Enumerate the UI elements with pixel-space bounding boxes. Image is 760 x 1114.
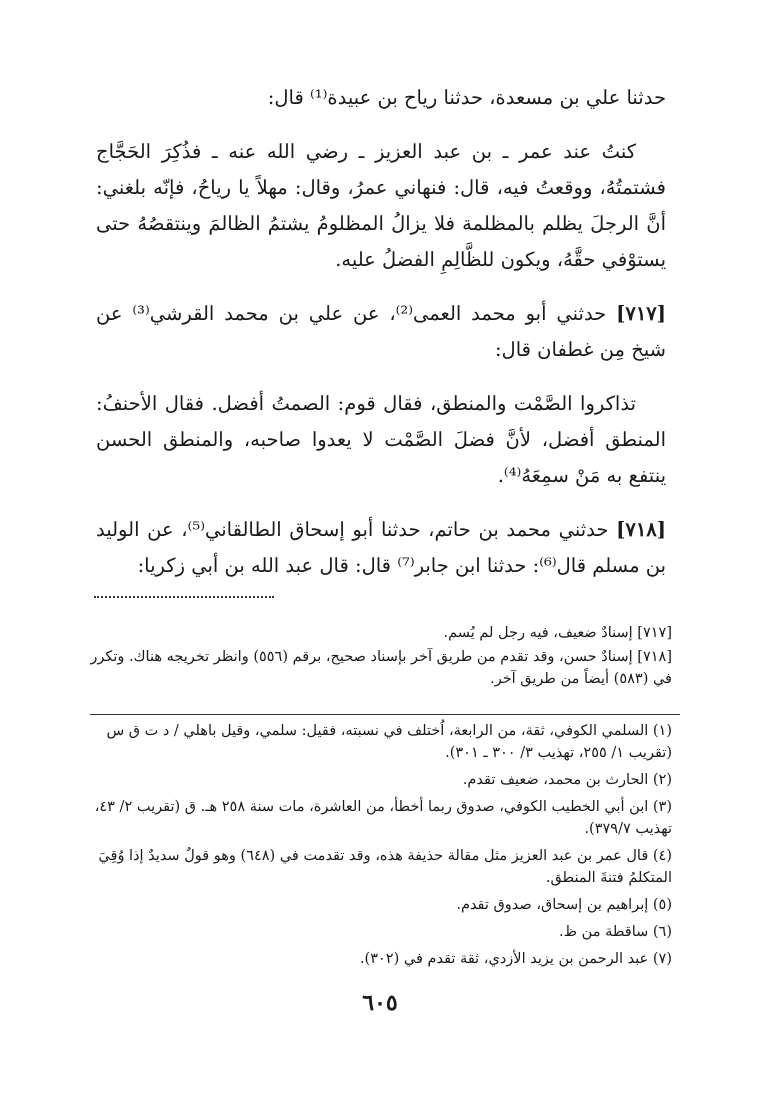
hadith-717-text: تذاكروا الصَّمْت والمنطق، فقال قوم: الصمتُ أفضل. فقال الأحنفُ: المنطق أفضل، لأنَّ فضلَ الصَّمْت لا يعدوا صاحبه، والمنطق الحسن ينتفع به مَنْ سمِعَهُ⁽⁴⁾.	[96, 392, 666, 487]
footnote-1: (١) السلمي الكوفي، ثقة، من الرابعة، اُختلف في نسبته، فقيل: سلمي، وقيل باهلي / د ت ق س (تقريب ١/ ٢٥٥، تهذيب ٣/ ٣٠٠ ـ ٣٠١).	[106, 723, 672, 761]
page-number: ٦٠٥	[362, 990, 398, 1016]
footnote-3: (٣) ابن أبي الخطيب الكوفي، صدوق ربما أخطأ، من العاشرة، مات سنة ٢٥٨ هـ. ق (تقريب ٢/ ٤٣، تهذيب ٣٧٩/٧).	[94, 799, 672, 837]
hadith-717-paragraph	[96, 296, 666, 368]
narration-paragraph: كنتُ عند عمر ـ بن عبد العزيز ـ رضي الله عنه ـ فذُكِرَ الحَجَّاج فشتمتُهُ، ووقعتُ فيه، قال: فنهاني عمرُ، وقال: مهلاً يا رياحُ، فإنّه بلغني: أنَّ الرجلَ يظلم بالمظلمة فلا يزالُ المظلومُ يشتمُ الظالمَ وينتقصُهُ حتى يستوْفي حقَّهُ، ويكون للظَّالِمِ الفضلُ عليه.	[96, 140, 666, 271]
footnote-rule	[90, 714, 680, 715]
hadith-718-paragraph	[96, 512, 666, 584]
main-text	[96, 80, 666, 584]
takhrij-notes	[82, 622, 672, 692]
takhrij-note-718: [٧١٨] إسنادٌ حسن، وقد تقدم من طريق آخر بإسناد صحيح، برقم (٥٥٦) وانظر تخريجه هناك. وتكرر في (٥٨٣) أيضاً من طريق آخر.	[90, 649, 672, 687]
footnote-2: (٢) الحارث بن محمد، ضعيف تقدم.	[462, 772, 672, 788]
hadith-number-718: [٧١٨]	[616, 518, 666, 541]
dotted-separator	[94, 596, 274, 598]
spacer	[96, 368, 666, 386]
footnote-7: (٧) عبد الرحمن بن يزيد الأزدي، ثقة تقدم في (٣٠٢).	[359, 951, 672, 967]
footnote-6: (٦) ساقطة من ظ.	[559, 924, 672, 940]
spacer	[96, 116, 666, 134]
hadith-number-717: [٧١٧]	[616, 302, 667, 325]
isnad-paragraph: حدثنا علي بن مسعدة، حدثنا رياح بن عبيدة⁽¹⁾ قال:	[267, 86, 666, 109]
footnote-4: (٤) قال عمر بن عبد العزيز مثل مقالة حذيفة هذه، وقد تقدمت في (٦٤٨) وهو قولٌ سديدٌ إذا وُقِيَ المتكلمُ فتنةَ المنطق.	[98, 848, 672, 886]
hadith-717-isnad: حدثني أبو محمد العمى⁽²⁾، عن علي بن محمد القرشي⁽³⁾ عن شيخ مِن غطفان قال:	[96, 302, 666, 361]
spacer	[96, 278, 666, 296]
footnote-5: (٥) إبراهيم بن إسحاق، صدوق تقدم.	[456, 897, 672, 913]
hadith-718-isnad: حدثني محمد بن حاتم، حدثنا أبو إسحاق الطالقاني⁽⁵⁾، عن الوليد بن مسلم قال⁽⁶⁾: حدثنا ابن جابر⁽⁷⁾ قال: قال عبد الله بن أبي زكريا:	[96, 518, 666, 577]
takhrij-note-717: [٧١٧] إسنادٌ ضعيف، فيه رجل لم يُسم.	[443, 625, 672, 641]
spacer	[96, 494, 666, 512]
footnotes	[82, 720, 672, 975]
